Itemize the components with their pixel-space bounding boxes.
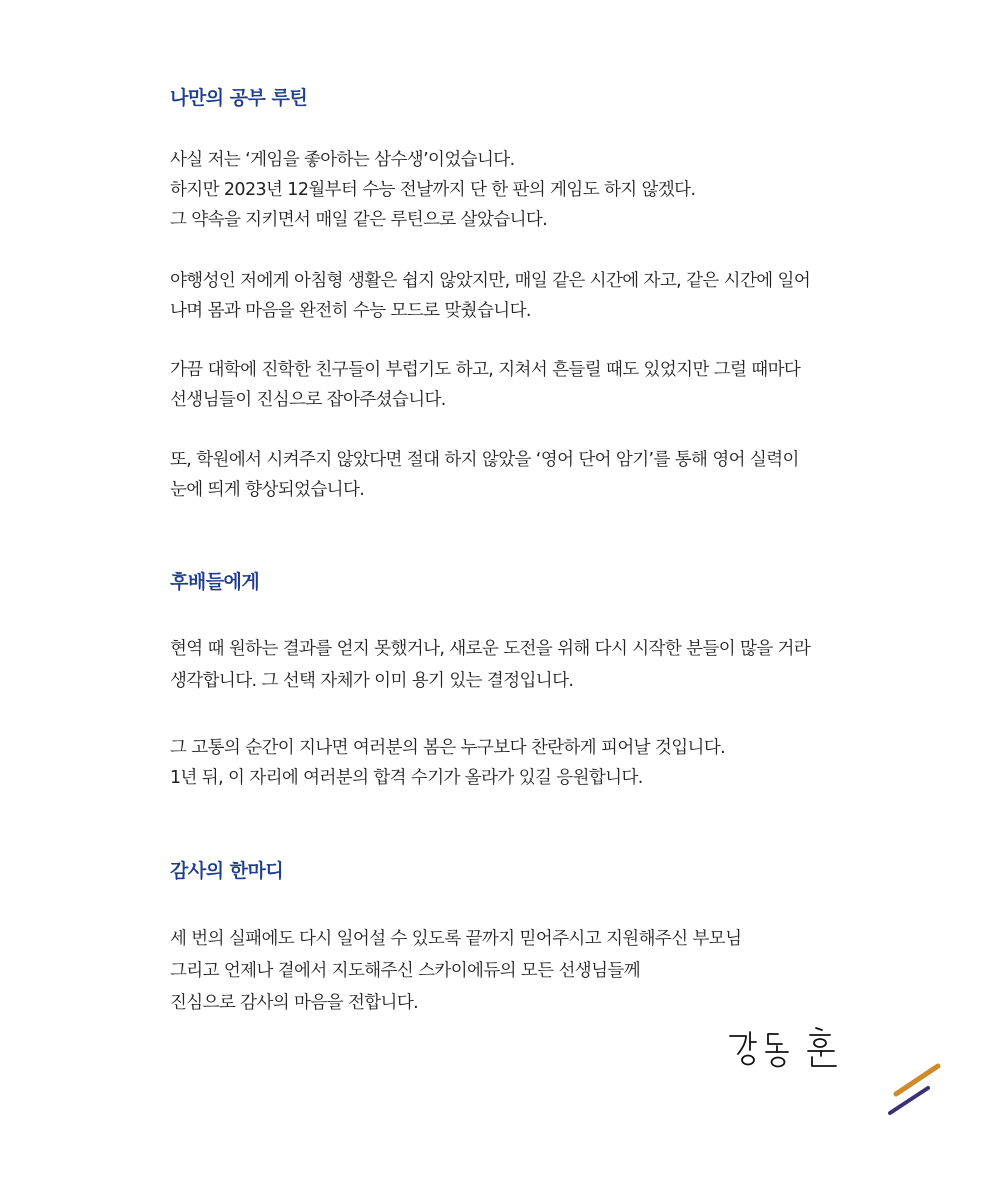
text-line: 세 번의 실패에도 다시 일어설 수 있도록 끝까지 믿어주시고 지원해주신 부모님 xyxy=(170,929,742,949)
text-line: 진심으로 감사의 마음을 전합니다. xyxy=(170,993,419,1013)
section-title-to-juniors: 후배들에게 xyxy=(170,571,260,593)
section-title-thanks: 감사의 한마디 xyxy=(170,860,284,882)
juniors-paragraph-2 xyxy=(170,733,860,793)
text-line: 하지만 2023년 12월부터 수능 전날까지 단 한 판의 게임도 하지 않겠다. xyxy=(170,180,696,200)
text-line: 사실 저는 ‘게임을 좋아하는 삼수생’이었습니다. xyxy=(170,150,515,170)
text-line: 나며 몸과 마음을 완전히 수능 모드로 맞췄습니다. xyxy=(170,301,531,321)
text-line: 선생님들이 진심으로 잡아주셨습니다. xyxy=(170,390,446,410)
routine-paragraph-4 xyxy=(170,445,860,505)
text-line: 눈에 띄게 향상되었습니다. xyxy=(170,480,365,500)
text-line: 그리고 언제나 곁에서 지도해주신 스카이에듀의 모든 선생님들께 xyxy=(170,961,641,981)
text-line: 그 약속을 지키면서 매일 같은 루틴으로 살았습니다. xyxy=(170,210,548,230)
brand-logo-icon xyxy=(884,1058,946,1120)
thanks-paragraph xyxy=(170,923,860,1019)
routine-paragraph-1 xyxy=(170,145,860,235)
juniors-paragraph-1 xyxy=(170,633,860,697)
routine-paragraph-3 xyxy=(170,355,860,415)
handwritten-signature xyxy=(724,1020,846,1072)
routine-paragraph-2 xyxy=(170,266,860,326)
text-line: 생각합니다. 그 선택 자체가 이미 용기 있는 결정입니다. xyxy=(170,671,574,691)
section-title-study-routine: 나만의 공부 루틴 xyxy=(170,87,308,109)
text-line: 야행성인 저에게 아침형 생활은 쉽지 않았지만, 매일 같은 시간에 자고, 같은 시간에 일어 xyxy=(170,271,811,291)
text-line: 현역 때 원하는 결과를 얻지 못했거나, 새로운 도전을 위해 다시 시작한 분들이 많을 거라 xyxy=(170,639,811,659)
text-line: 1년 뒤, 이 자리에 여러분의 합격 수기가 올라가 있길 응원합니다. xyxy=(170,768,643,788)
text-line: 가끔 대학에 진학한 친구들이 부럽기도 하고, 지쳐서 흔들릴 때도 있었지만 그럴 때마다 xyxy=(170,360,801,380)
text-line: 또, 학원에서 시켜주지 않았다면 절대 하지 않았을 ‘영어 단어 암기’를 통해 영어 실력이 xyxy=(170,450,799,470)
text-line: 그 고통의 순간이 지나면 여러분의 봄은 누구보다 찬란하게 피어날 것입니다. xyxy=(170,738,726,758)
